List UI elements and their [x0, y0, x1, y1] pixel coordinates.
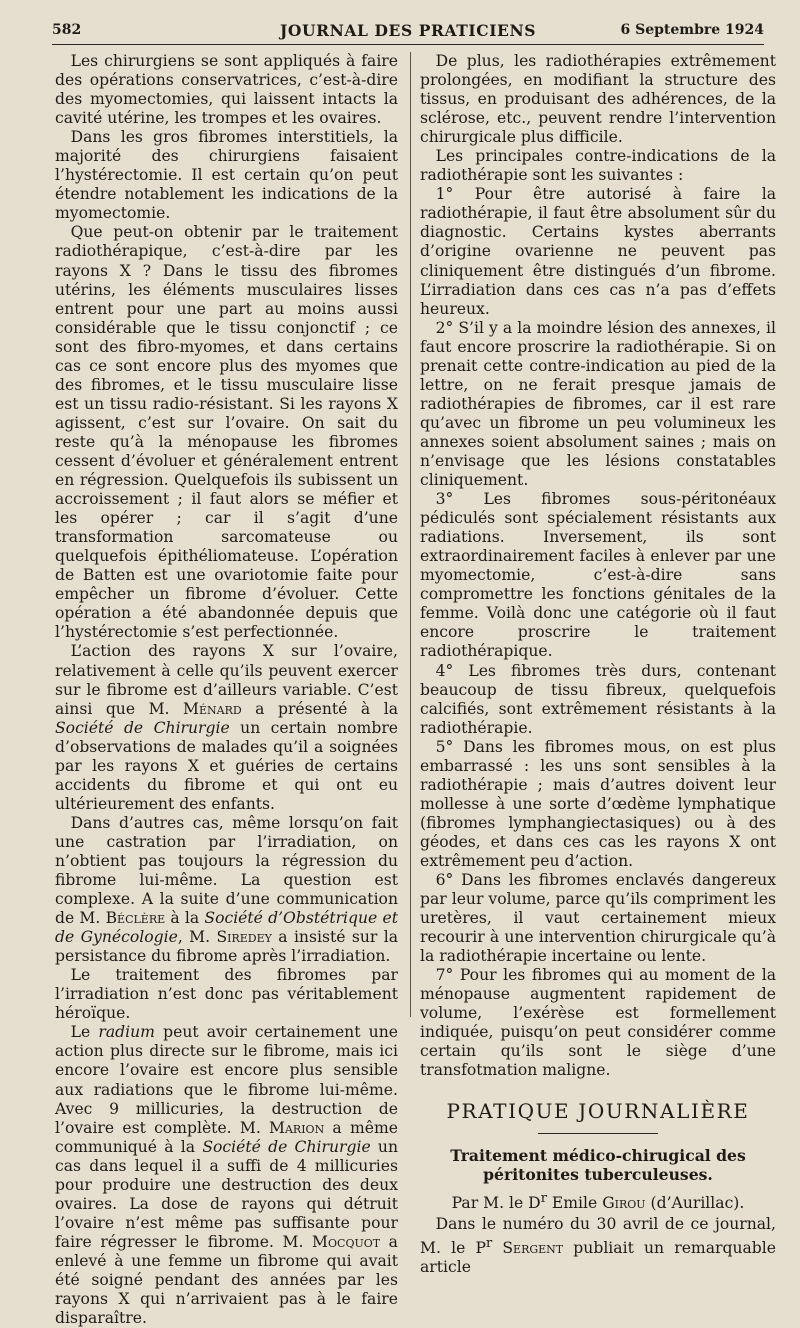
left-column	[55, 52, 398, 1328]
author-name: Sergent	[502, 1238, 564, 1257]
paragraph: Dans les gros fibromes interstitiels, la majorité des chirurgiens faisaient l’hystérectomie. Il est certain qu’on peut étendre notablement les indications de la myomectomie.	[55, 128, 398, 223]
paragraph: De plus, les radiothérapies extrêmement prolongées, en modifiant la structure des tissus, en produisant des adhérences, de la sclérose, etc., peuvent rendre l’intervention chirurgicale plus difficile.	[420, 52, 776, 147]
author-name: Marion	[269, 1118, 325, 1137]
author-name: Ménard	[183, 699, 242, 718]
contraindication-item: 7° Pour les fibromes qui au moment de la ménopause augmentent rapidement de volume, l’exérèse est formellement indiquée, puisqu’on peut considérer comme certain qu’ils sont le siège d’une transfotmation maligne.	[420, 966, 776, 1080]
issue-date: 6 Septembre 1924	[620, 22, 764, 38]
contraindication-item: 4° Les fibromes très durs, contenant beaucoup de tissu fibreux, quelquefois calcifiés, sont extrêmement résistants à la radiothérapie.	[420, 661, 776, 737]
contraindication-item: 5° Dans les fibromes mous, on est plus embarrassé : les uns sont sensibles à la radiothérapie ; mais d’autres doivent leur mollesse à une sorte d’œdème lymphatique (fibromes lymphangiectasiques) ou à des géodes, et dans ces cas les rayons X ont extrêmement peu d’action.	[420, 737, 776, 870]
society-name: Société de Chirurgie	[202, 1137, 371, 1156]
article-byline: Par M. le $D^r$ Emile Girou (d’Aurillac).	[451, 1190, 745, 1212]
term-radium: radium	[98, 1023, 155, 1042]
contraindication-item: 2° S’il y a la moindre lésion des annexes, il faut encore proscrire la radiothérapie. Si on prenait cette contre-indication au pied de la lettre, on ne ferait presque jamais de radiothérapies de fibromes, car il est rare qu’avec un fibrome un peu volumineux les annexes soient absolument saines ; mais on n’envisage que les lésions constatables cliniquement.	[420, 318, 776, 490]
paragraph: Que peut-on obtenir par le traitement radiothérapique, c’est-à-dire par les rayons X ? Dans le tissu des fibromes utérins, les éléments musculaires lisses entrent pour une part au moins aussi considérable que le tissu conjonctif ; ce sont des fibro-myomes, et dans certains cas ce sont encore plus des myomes que des fibromes, et le tissu musculaire lisse est un tissu radio-résistant. Si les rayons X agissent, c’est sur l’ovaire. On sait du reste qu’à la ménopause les fibromes cessent d’évoluer et généralement entrent en régression. Quelquefois ils subissent un accroissement ; il faut alors se méfier et les opérer ; car il s’agit d’une transformation sarcomateuse ou quelquefois épithéliomateuse. L’opération de Batten est une ovariotomie faite pour empêcher un fibrome d’évoluer. Cette opération a été abandonnée depuis que l’hystérectomie s’est perfectionnée.	[55, 223, 398, 642]
page-header	[52, 18, 764, 45]
contraindication-item: 3° Les fibromes sous-péritonéaux pédiculés sont spécialement résistants aux radiations. Inversement, ils sont extraordinairement faciles à enlever par une myomectomie, c’est-à-dire sans compromettre les fonctions génitales de la femme. Voilà donc une catégorie où il faut encore proscrire le traitement radiothérapique.	[420, 490, 776, 661]
right-column	[420, 52, 776, 1277]
society-name: Société d’Obstétrique et de Gynécologie	[55, 909, 398, 947]
paragraph: Dans d’autres cas, même lorsqu’on fait une castration par l’irradiation, on n’obtient pas toujours la régression du fibrome lui-même. La question est complexe. A la suite d’une communication de M. Béclère à la Société d’Obstétrique et de Gynécologie, M. Siredey a insisté sur la persistance du fibrome après l’irradiation.	[55, 813, 398, 966]
paragraph: Dans le numéro du 30 avril de ce journal, M. le $P^r$ Sergent publiait un remarquable article	[420, 1214, 776, 1276]
author-name: Béclère	[105, 909, 166, 928]
paragraph: Les principales contre-indications de la radiothérapie sont les suivantes :	[420, 147, 776, 185]
paragraph: Les chirurgiens se sont appliqués à faire des opérations conservatrices, c’est-à-dire des myomectomies, qui laissent intacts la cavité utérine, les trompes et les ovaires.	[55, 52, 398, 128]
section-title: PRATIQUE JOURNALIÈRE	[446, 1098, 750, 1123]
author-name: Mocquot	[312, 1232, 381, 1251]
column-divider	[410, 52, 411, 1017]
article-title: Traitement médico-chirugical des péritonites tuberculeuses.	[450, 1145, 746, 1184]
author-name: Siredey	[216, 928, 272, 947]
contraindication-item: 6° Dans les fibromes enclavés dangereux par leur volume, parce qu’ils compriment les uretères, il vaut certainement mieux recourir à une intervention chirurgicale qu’à la radiothérapie incertaine ou lente.	[420, 871, 776, 966]
contraindication-item: 1° Pour être autorisé à faire la radiothérapie, il faut être absolument sûr du diagnostic. Certains kystes aberrants d’origine ovarienne ne peuvent pas cliniquement être distingués d’un fibrome. L’irradiation dans ces cas n’a pas d’effets heureux.	[420, 185, 776, 318]
paragraph: Le traitement des fibromes par l’irradiation n’est donc pas véritablement héroïque.	[55, 966, 398, 1023]
page-number: 582	[52, 22, 82, 38]
paragraph: L’action des rayons X sur l’ovaire, relativement à celle qu’ils peuvent exercer sur le fibrome est d’ailleurs variable. C’est ainsi que M. Ménard a présenté à la Société de Chirurgie un certain nombre d’observations de malades qu’il a soignées par les rayons X et guéries de certains accidents du fibrome et qui ont eu ultérieurement des enfants.	[55, 642, 399, 813]
journal-title: JOURNAL DES PRATICIENS	[279, 21, 537, 40]
paragraph: Le radium peut avoir certainement une action plus directe sur le fibrome, mais ici encore l’ovaire est encore plus sensible aux radiations que le fibrome lui-même. Avec 9 millicuries, la destruction de l’ovaire est complète. M. Marion a même communiqué à la Société de Chirurgie un cas dans lequel il a suffi de 4 millicuries pour produire une destruction des deux ovaires. La dose de rayons qui détruit l’ovaire n’est même pas suffisante pour faire régresser le fibrome. M. Mocquot a enlevé à une femme un fibrome qui avait été soigné pendant des années par les rayons X qui n’arrivaient pas à le faire disparaître.	[55, 1023, 399, 1328]
section-rule	[538, 1133, 658, 1134]
author-name: Girou	[602, 1193, 646, 1212]
society-name: Société de Chirurgie	[55, 718, 230, 737]
